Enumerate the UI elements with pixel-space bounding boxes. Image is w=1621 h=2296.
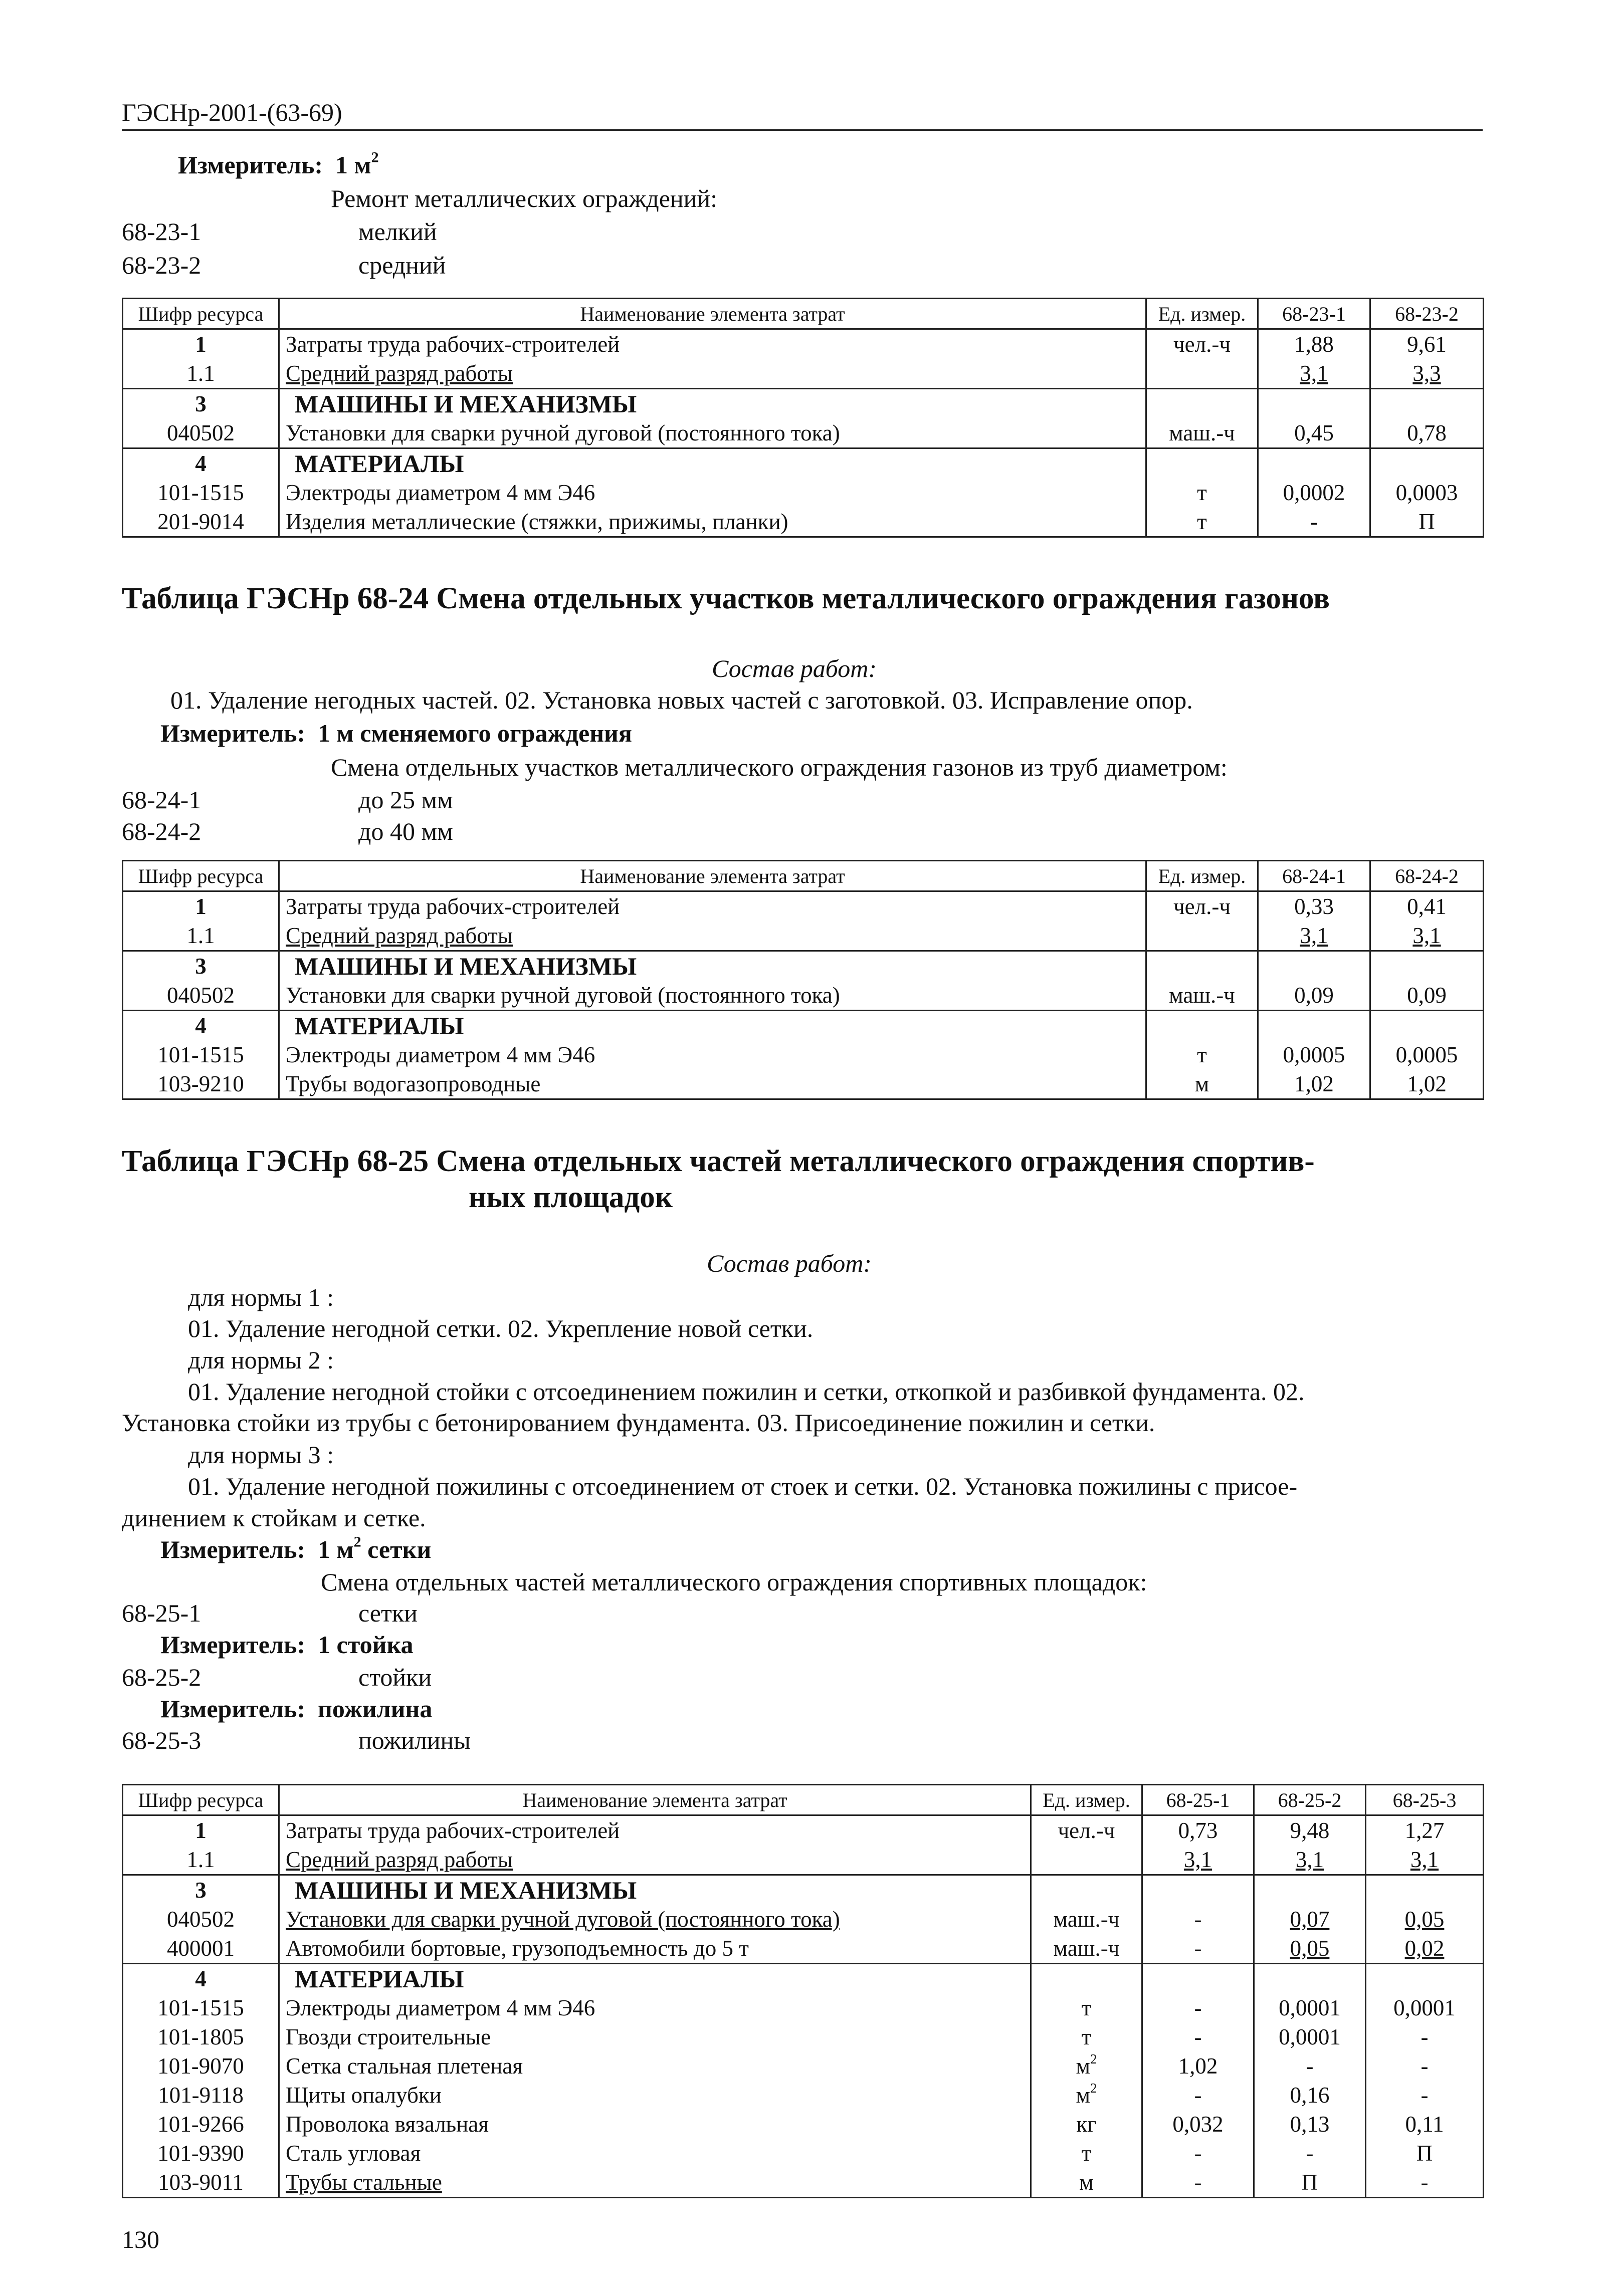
cell-name: Сталь угловая: [279, 2139, 1031, 2168]
cell-value: [1366, 1964, 1484, 1994]
measure-line-5: [160, 1694, 432, 1723]
section-row: [123, 1011, 1484, 1041]
section-row: [123, 448, 1484, 479]
cell-unit: [1146, 951, 1258, 981]
cell-value: 0,07: [1254, 1905, 1366, 1934]
cell-value: 0,45: [1258, 418, 1370, 448]
cell-value: -: [1142, 2022, 1254, 2051]
cell-code: 103-9210: [123, 1069, 279, 1099]
cell-code: 040502: [123, 1905, 279, 1934]
item-label: до 40 мм: [358, 817, 453, 845]
cell-value: [1258, 448, 1370, 479]
cell-code: 101-9070: [123, 2051, 279, 2081]
cell-value: 0,41: [1370, 891, 1484, 922]
cell-name: Щиты опалубки: [279, 2081, 1031, 2110]
cell-code: 101-9266: [123, 2110, 279, 2139]
table-row: [123, 1815, 1484, 1846]
cell-unit: [1146, 448, 1258, 479]
cell-name: Электроды диаметром 4 мм Э46: [279, 1993, 1031, 2022]
table-row: [123, 2110, 1484, 2139]
cell-value: 1,88: [1258, 329, 1370, 359]
cell-code: 3: [123, 1875, 279, 1905]
header-rule: [122, 129, 1483, 131]
work-composition-label: Состав работ:: [712, 654, 877, 682]
resource-table-68-24: [122, 860, 1484, 1100]
table-row: [123, 2022, 1484, 2051]
cell-code: 103-9011: [123, 2168, 279, 2198]
column-header: 68-24-2: [1370, 861, 1484, 891]
cell-unit: т: [1146, 478, 1258, 507]
norm-text: Установка стойки из трубы с бетонированием фундамента. 03. Присоединение пожилин и сетки.: [122, 1409, 1155, 1437]
cell-name: Установки для сварки ручной дуговой (постоянного тока): [279, 981, 1146, 1011]
cell-value: 0,05: [1366, 1905, 1484, 1934]
cell-value: П: [1366, 2139, 1484, 2168]
table-68-25-title-line1: Таблица ГЭСНр 68-25 Смена отдельных частей металлического ограждения спортив-: [122, 1144, 1315, 1178]
column-header: Наименование элемента затрат: [279, 299, 1146, 329]
table-row: [123, 1934, 1484, 1964]
measure-line-1: [178, 150, 379, 179]
cell-value: [1370, 1011, 1484, 1041]
cell-value: 0,05: [1254, 1934, 1366, 1964]
section-title: МАШИНЫ И МЕХАНИЗМЫ: [279, 951, 1146, 981]
item-label: средний: [358, 251, 446, 279]
measure-label: Измеритель:: [160, 1631, 306, 1659]
cell-unit: [1146, 921, 1258, 951]
cell-value: 1,02: [1370, 1069, 1484, 1099]
cell-value: 3,1: [1254, 1845, 1366, 1875]
cell-value: 0,16: [1254, 2081, 1366, 2110]
cell-value: 9,48: [1254, 1815, 1366, 1846]
cell-value: 3,1: [1370, 921, 1484, 951]
section-title: МАШИНЫ И МЕХАНИЗМЫ: [279, 389, 1146, 419]
column-header: Наименование элемента затрат: [279, 1785, 1031, 1815]
cell-unit: [1146, 1011, 1258, 1041]
cell-value: 0,0001: [1366, 1993, 1484, 2022]
work-composition-label: Состав работ:: [707, 1249, 872, 1277]
measure-label: Измеритель:: [178, 151, 323, 179]
cell-name: Электроды диаметром 4 мм Э46: [279, 478, 1146, 507]
cell-value: 0,11: [1366, 2110, 1484, 2139]
cell-name: Трубы стальные: [279, 2168, 1031, 2198]
block2-intro: Смена отдельных участков металлического ограждения газонов из труб диаметром:: [331, 753, 1228, 781]
unit-superscript: 2: [1090, 2081, 1097, 2096]
page-number: 130: [122, 2225, 159, 2253]
table-row: [123, 2051, 1484, 2081]
measure-label: Измеритель:: [160, 719, 306, 747]
cell-value: П: [1254, 2168, 1366, 2198]
cell-unit: [1031, 2051, 1142, 2081]
cell-name: Трубы водогазопроводные: [279, 1069, 1146, 1099]
item-label: сетки: [358, 1599, 418, 1627]
cell-value: 0,0003: [1370, 478, 1484, 507]
measure-value: 1 стойка: [318, 1631, 414, 1659]
cell-unit: т: [1031, 1993, 1142, 2022]
cell-code: 101-1515: [123, 1993, 279, 2022]
cell-value: [1258, 951, 1370, 981]
cell-value: 0,33: [1258, 891, 1370, 922]
cell-unit: м: [1031, 2168, 1142, 2198]
norm-label: для нормы 2 :: [188, 1346, 334, 1374]
cell-value: -: [1254, 2051, 1366, 2081]
column-header: Шифр ресурса: [123, 1785, 279, 1815]
cell-value: -: [1366, 2081, 1484, 2110]
table-row: [123, 329, 1484, 359]
section-title: МАТЕРИАЛЫ: [279, 1964, 1031, 1994]
running-header: ГЭСНр-2001-(63-69): [122, 98, 342, 126]
cell-unit: маш.-ч: [1031, 1905, 1142, 1934]
cell-value: -: [1142, 1934, 1254, 1964]
norm-text: 01. Удаление негодной стойки с отсоединением пожилин и сетки, откопкой и разбивкой фундамента. 02.: [188, 1377, 1305, 1406]
cell-name: Средний разряд работы: [279, 1845, 1031, 1875]
measure-line-4: [160, 1630, 414, 1659]
cell-code: 101-1515: [123, 478, 279, 507]
cell-value: [1370, 389, 1484, 419]
item-code: 68-24-2: [122, 817, 201, 845]
table-68-24-title: Таблица ГЭСНр 68-24 Смена отдельных участков металлического ограждения газонов: [122, 582, 1330, 615]
measure-value: 1 м: [318, 1535, 354, 1563]
cell-value: 0,02: [1366, 1934, 1484, 1964]
column-header: 68-23-2: [1370, 299, 1484, 329]
cell-value: -: [1142, 2081, 1254, 2110]
column-header: Ед. измер.: [1031, 1785, 1142, 1815]
cell-value: -: [1366, 2051, 1484, 2081]
table-68-25-title-line2: ных площадок: [469, 1181, 673, 1214]
table-header-row: [123, 861, 1484, 891]
cell-code: 040502: [123, 981, 279, 1011]
cell-unit: т: [1031, 2022, 1142, 2051]
cell-unit: т: [1031, 2139, 1142, 2168]
column-header: 68-25-3: [1366, 1785, 1484, 1815]
cell-value: 0,73: [1142, 1815, 1254, 1846]
measure-value: 1 м: [335, 151, 371, 179]
item-code: 68-24-1: [122, 786, 201, 814]
cell-value: [1142, 1875, 1254, 1905]
unit-superscript: 2: [1090, 2051, 1097, 2067]
resource-table-68-23: [122, 298, 1484, 538]
cell-unit: [1146, 359, 1258, 389]
cell-value: -: [1142, 2168, 1254, 2198]
item-label: стойки: [358, 1663, 432, 1691]
cell-value: [1254, 1964, 1366, 1994]
table-row: [123, 1845, 1484, 1875]
item-label: до 25 мм: [358, 786, 453, 814]
norm-label: для нормы 3 :: [188, 1441, 334, 1469]
cell-value: 0,0001: [1254, 1993, 1366, 2022]
table-row: [123, 2081, 1484, 2110]
cell-unit: маш.-ч: [1146, 981, 1258, 1011]
column-header: 68-25-2: [1254, 1785, 1366, 1815]
cell-unit: [1031, 1964, 1142, 1994]
column-header: Ед. измер.: [1146, 861, 1258, 891]
cell-code: 3: [123, 951, 279, 981]
cell-code: 101-1515: [123, 1040, 279, 1069]
section-row: [123, 1964, 1484, 1994]
item-code: 68-25-1: [122, 1599, 201, 1627]
cell-value: [1142, 1964, 1254, 1994]
cell-unit: м: [1146, 1069, 1258, 1099]
measure-value: 1 м сменяемого ограждения: [318, 719, 632, 747]
item-label: мелкий: [358, 217, 437, 246]
unit-text: м: [1076, 2082, 1090, 2108]
cell-unit: т: [1146, 1040, 1258, 1069]
cell-code: 101-1805: [123, 2022, 279, 2051]
cell-value: -: [1142, 2139, 1254, 2168]
cell-unit: т: [1146, 507, 1258, 537]
cell-code: 201-9014: [123, 507, 279, 537]
item-code: 68-23-2: [122, 251, 201, 279]
section-title: МАТЕРИАЛЫ: [279, 1011, 1146, 1041]
work-composition-text: 01. Удаление негодных частей. 02. Установка новых частей с заготовкой. 03. Исправление опор.: [170, 686, 1193, 714]
block3-intro: Смена отдельных частей металлического ограждения спортивных площадок:: [321, 1568, 1147, 1596]
cell-unit: маш.-ч: [1031, 1934, 1142, 1964]
cell-value: [1370, 951, 1484, 981]
cell-value: -: [1258, 507, 1370, 537]
table-row: [123, 1040, 1484, 1069]
measure-superscript: 2: [371, 149, 379, 166]
cell-name: Изделия металлические (стяжки, прижимы, планки): [279, 507, 1146, 537]
cell-value: -: [1254, 2139, 1366, 2168]
cell-value: [1366, 1875, 1484, 1905]
cell-code: 040502: [123, 418, 279, 448]
cell-value: [1254, 1875, 1366, 1905]
cell-value: 0,78: [1370, 418, 1484, 448]
cell-value: 3,1: [1142, 1845, 1254, 1875]
norm-text: 01. Удаление негодной пожилины с отсоединением от стоек и сетки. 02. Установка пожилины с присое-: [188, 1472, 1298, 1500]
column-header: Шифр ресурса: [123, 861, 279, 891]
table-row: [123, 2139, 1484, 2168]
section-row: [123, 1875, 1484, 1905]
column-header: 68-25-1: [1142, 1785, 1254, 1815]
table-row: [123, 359, 1484, 389]
norm-text: 01. Удаление негодной сетки. 02. Укрепление новой сетки.: [188, 1314, 814, 1342]
column-header: Ед. измер.: [1146, 299, 1258, 329]
cell-value: 3,3: [1370, 359, 1484, 389]
cell-value: -: [1366, 2022, 1484, 2051]
cell-unit: чел.-ч: [1031, 1815, 1142, 1846]
cell-value: 0,0005: [1258, 1040, 1370, 1069]
cell-name: Автомобили бортовые, грузоподъемность до 5 т: [279, 1934, 1031, 1964]
table-header-row: [123, 299, 1484, 329]
resource-table-68-25: [122, 1784, 1484, 2198]
cell-unit: [1146, 389, 1258, 419]
cell-value: 1,02: [1258, 1069, 1370, 1099]
cell-value: [1370, 448, 1484, 479]
table-row: [123, 478, 1484, 507]
cell-value: П: [1370, 507, 1484, 537]
measure-label: Измеритель:: [160, 1535, 306, 1563]
measure-value-suffix: сетки: [361, 1535, 432, 1563]
cell-value: -: [1142, 1905, 1254, 1934]
column-header: Наименование элемента затрат: [279, 861, 1146, 891]
cell-code: 400001: [123, 1934, 279, 1964]
cell-unit: чел.-ч: [1146, 891, 1258, 922]
cell-name: Средний разряд работы: [279, 921, 1146, 951]
table-row: [123, 2168, 1484, 2198]
cell-value: 0,13: [1254, 2110, 1366, 2139]
cell-name: Гвозди строительные: [279, 2022, 1031, 2051]
cell-value: 0,0001: [1254, 2022, 1366, 2051]
table-row: [123, 981, 1484, 1011]
norm-label: для нормы 1 :: [188, 1283, 334, 1311]
column-header: 68-24-1: [1258, 861, 1370, 891]
cell-name: Установки для сварки ручной дуговой (постоянного тока): [279, 418, 1146, 448]
cell-name: Затраты труда рабочих-строителей: [279, 891, 1146, 922]
cell-value: [1258, 1011, 1370, 1041]
item-code: 68-25-2: [122, 1663, 201, 1691]
cell-code: 101-9118: [123, 2081, 279, 2110]
cell-unit: [1031, 1845, 1142, 1875]
measure-line-2: [160, 719, 632, 748]
cell-name: Затраты труда рабочих-строителей: [279, 1815, 1031, 1846]
cell-value: 1,27: [1366, 1815, 1484, 1846]
cell-code: 1: [123, 329, 279, 359]
measure-line-3: [160, 1535, 431, 1564]
cell-name: Проволока вязальная: [279, 2110, 1031, 2139]
cell-value: 9,61: [1370, 329, 1484, 359]
unit-text: м: [1076, 2053, 1090, 2079]
cell-code: 1.1: [123, 921, 279, 951]
cell-code: 3: [123, 389, 279, 419]
section-row: [123, 951, 1484, 981]
cell-code: 4: [123, 1964, 279, 1994]
cell-value: -: [1142, 1993, 1254, 2022]
table-row: [123, 1993, 1484, 2022]
item-label: пожилины: [358, 1726, 471, 1754]
cell-code: 1.1: [123, 1845, 279, 1875]
cell-value: 3,1: [1258, 921, 1370, 951]
cell-unit: [1031, 2081, 1142, 2110]
cell-value: 0,032: [1142, 2110, 1254, 2139]
table-header-row: [123, 1785, 1484, 1815]
cell-value: 3,1: [1258, 359, 1370, 389]
section-row: [123, 389, 1484, 419]
item-code: 68-25-3: [122, 1726, 201, 1754]
table-row: [123, 1069, 1484, 1099]
cell-unit: чел.-ч: [1146, 329, 1258, 359]
cell-name: Электроды диаметром 4 мм Э46: [279, 1040, 1146, 1069]
measure-label: Измеритель:: [160, 1695, 306, 1723]
column-header: 68-23-1: [1258, 299, 1370, 329]
table-row: [123, 921, 1484, 951]
cell-value: 0,0005: [1370, 1040, 1484, 1069]
measure-value: пожилина: [318, 1695, 433, 1723]
cell-code: 101-9390: [123, 2139, 279, 2168]
item-code: 68-23-1: [122, 217, 201, 246]
table-row: [123, 507, 1484, 537]
cell-value: 3,1: [1366, 1845, 1484, 1875]
cell-name: Сетка стальная плетеная: [279, 2051, 1031, 2081]
section-title: МАТЕРИАЛЫ: [279, 448, 1146, 479]
column-header: Шифр ресурса: [123, 299, 279, 329]
cell-unit: кг: [1031, 2110, 1142, 2139]
cell-value: -: [1366, 2168, 1484, 2198]
measure-superscript: 2: [353, 1533, 361, 1550]
cell-value: [1258, 389, 1370, 419]
cell-code: 4: [123, 1011, 279, 1041]
cell-code: 4: [123, 448, 279, 479]
section-title: МАШИНЫ И МЕХАНИЗМЫ: [279, 1875, 1031, 1905]
cell-unit: маш.-ч: [1146, 418, 1258, 448]
cell-code: 1: [123, 891, 279, 922]
cell-unit: [1031, 1875, 1142, 1905]
cell-value: 1,02: [1142, 2051, 1254, 2081]
block1-intro: Ремонт металлических ограждений:: [331, 184, 718, 212]
table-row: [123, 1905, 1484, 1934]
table-row: [123, 891, 1484, 922]
cell-code: 1: [123, 1815, 279, 1846]
cell-value: 0,0002: [1258, 478, 1370, 507]
cell-value: 0,09: [1370, 981, 1484, 1011]
cell-name: Установки для сварки ручной дуговой (постоянного тока): [279, 1905, 1031, 1934]
cell-value: 0,09: [1258, 981, 1370, 1011]
table-row: [123, 418, 1484, 448]
norm-text: динением к стойкам и сетке.: [122, 1504, 426, 1532]
cell-code: 1.1: [123, 359, 279, 389]
cell-name: Средний разряд работы: [279, 359, 1146, 389]
cell-name: Затраты труда рабочих-строителей: [279, 329, 1146, 359]
